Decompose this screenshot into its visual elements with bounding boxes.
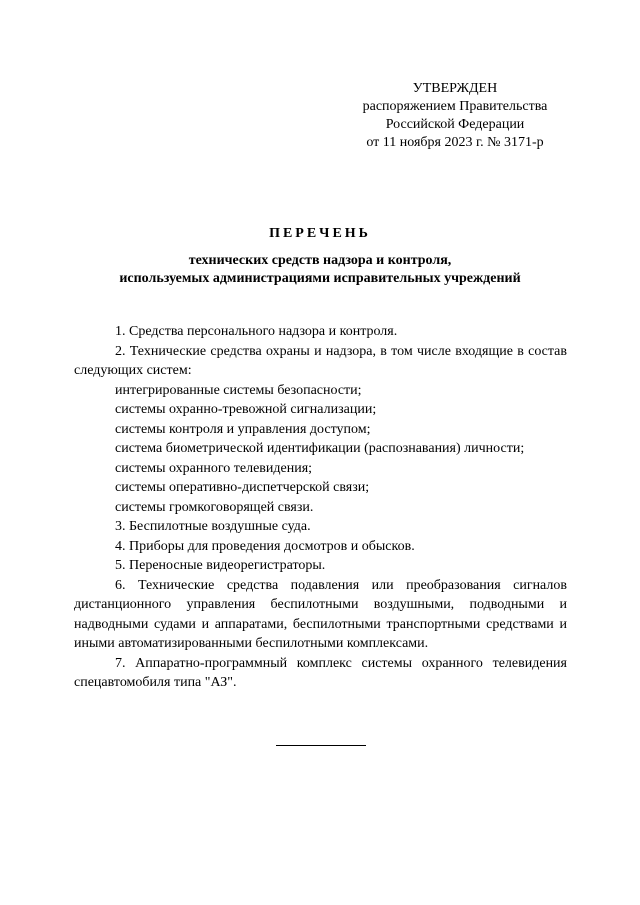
list-item-7: 7. Аппаратно-программный комплекс системы охранного телевидения спецавтомобиля типа "АЗ". (74, 655, 567, 690)
list-item-4: 4. Приборы для проведения досмотров и обысков. (115, 538, 415, 554)
approval-government: Российской Федерации (385, 117, 525, 132)
closing-separator-line (276, 745, 366, 746)
approval-date-number: от 11 ноября 2023 г. № 3171-р (366, 135, 544, 150)
approval-block (340, 80, 570, 152)
document-title: ПЕРЕЧЕНЬ (269, 226, 371, 241)
approval-authority: распоряжением Правительства (362, 99, 548, 114)
list-item-3: 3. Беспилотные воздушные суда. (115, 519, 311, 534)
list-item-1: 1. Средства персонального надзора и контроля. (115, 324, 398, 339)
list-item-5: 5. Переносные видеорегистраторы. (115, 558, 326, 573)
document-subtitle (60, 252, 580, 288)
approval-heading: УТВЕРЖДЕН (412, 81, 498, 96)
sub-item-loudspeaker-communication: системы громкоговорящей связи. (115, 499, 314, 515)
sub-item-integrated-security: интегрированные системы безопасности; (115, 382, 362, 398)
sub-item-biometric-identification: система биометрической идентификации (распознавания) личности; (115, 441, 525, 456)
list-item-2: 2. Технические средства охраны и надзора, в том числе входящие в состав следующих систем: (74, 343, 567, 378)
document-body (74, 322, 567, 693)
sub-item-security-television: системы охранного телевидения; (115, 460, 313, 476)
list-item-6: 6. Технические средства подавления или преобразования сигналов дистанционного управления беспилотными воздушными, подводными и надводными судами и аппаратами, беспилотными транспортными средствами и иными автоматизированными беспилотными комплексами. (74, 577, 567, 651)
sub-item-alarm-systems: системы охранно-тревожной сигнализации; (115, 402, 377, 417)
sub-item-dispatch-communication: системы оперативно-диспетчерской связи; (115, 480, 370, 495)
subtitle-line-1: технических средств надзора и контроля, (188, 253, 452, 268)
subtitle-line-2: используемых администрациями исправительных учреждений (119, 271, 521, 286)
sub-item-access-control: системы контроля и управления доступом; (115, 421, 371, 437)
